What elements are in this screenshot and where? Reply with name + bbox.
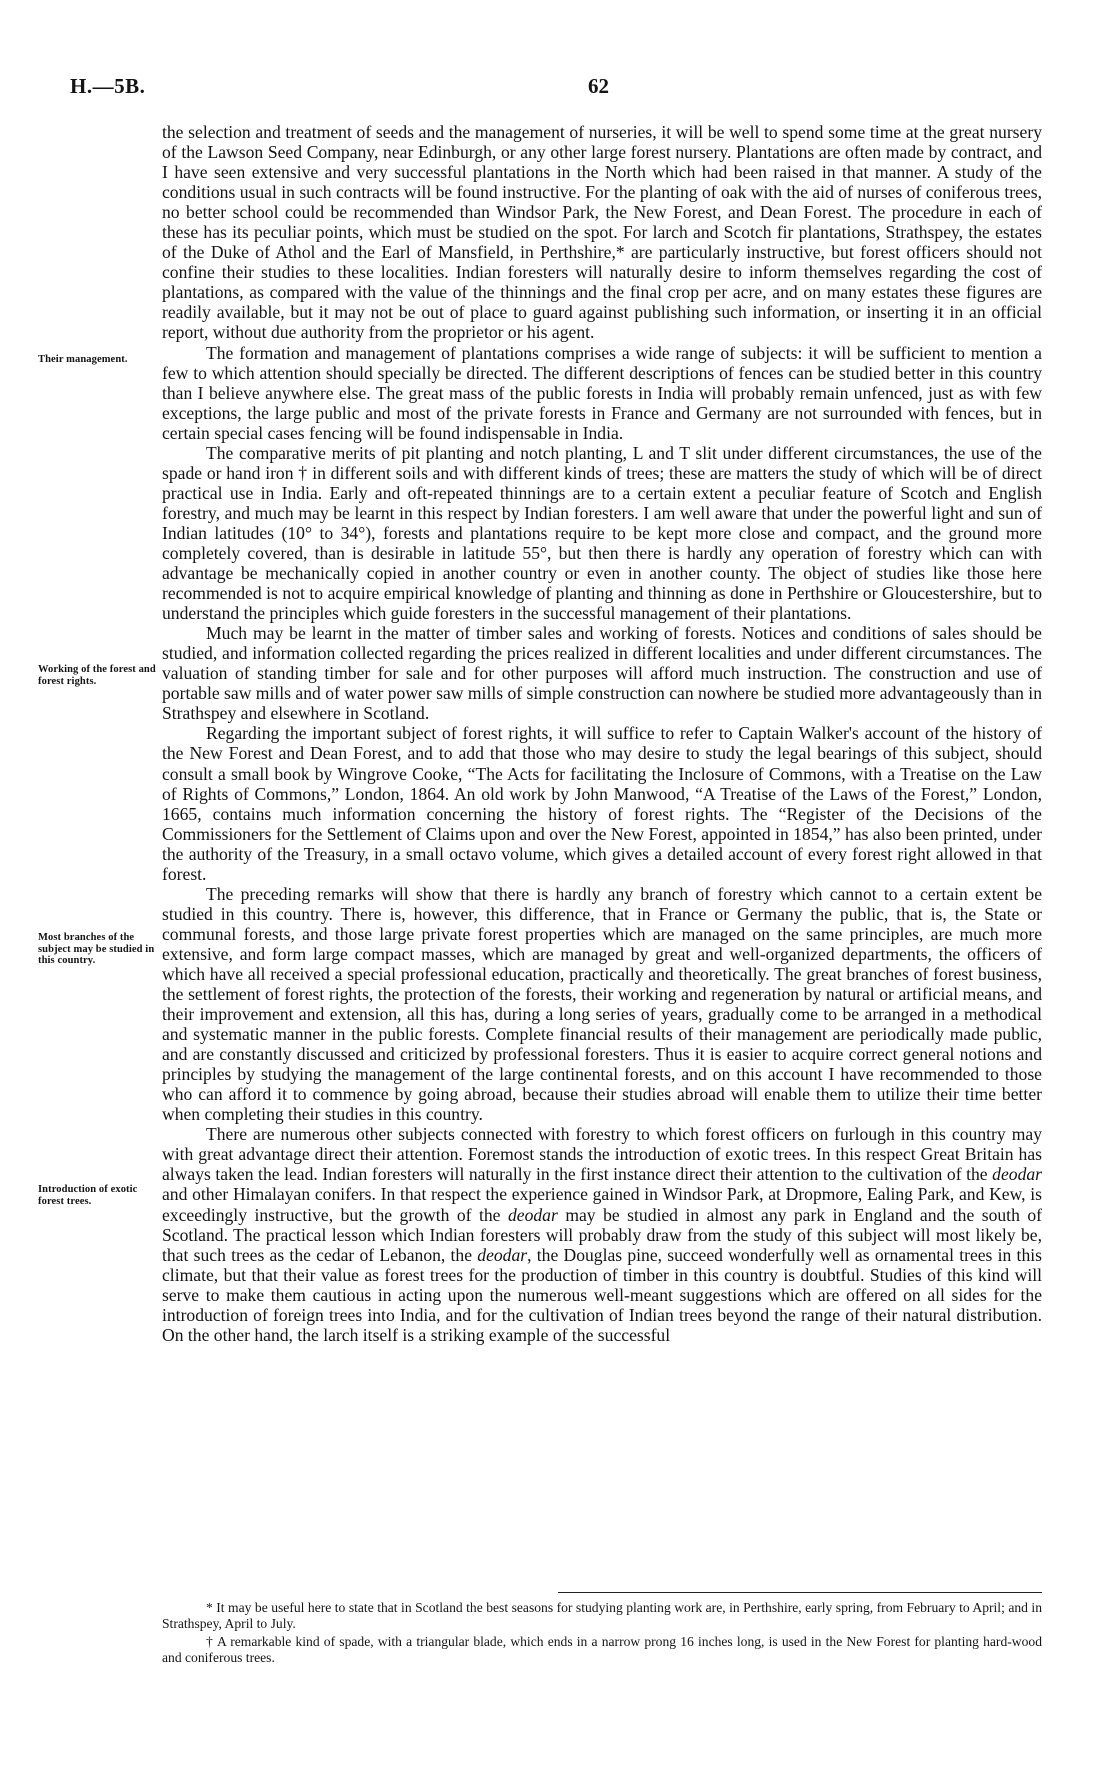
deodar-term: deodar <box>992 1164 1043 1185</box>
exotic-text-3: may be studied in almost any park in England and the south of Scotland. The practical lesson which Indian foresters will probably draw from the study of this subject will most likely be, that such trees as the cedar of Lebanon, the <box>162 1204 1042 1265</box>
footnote-spade: † A remarkable kind of spade, with a triangular blade, which ends in a narrow prong 16 inches long, is used in the New Forest for planting hard-wood and coniferous trees. <box>162 1634 1042 1666</box>
paragraph-seeds-nurseries: the selection and treatment of seeds and the management of nurseries, it will be well to spend some time at the great nursery of the Lawson Seed Company, near Edinburgh, or any other large forest nursery. Plantations are often made by contract, and I have seen extensive and very successful plantations in the North which had been raised in that manner. A study of the conditions usual in such contracts will be found instructive. For the planting of oak with the aid of nurses of coniferous trees, no better school could be recommended than Windsor Park, the New Forest, and Dean Forest. The procedure in each of these has its peculiar points, which must be studied on the spot. For larch and Scotch fir plantations, Strathspey, the estates of the Duke of Athol and the Earl of Mansfield, in Perthshire,* are particularly instructive, but forest officers should not confine their studies to these localities. Indian foresters will naturally desire to inform themselves regarding the cost of plantations, as compared with the value of the thinnings and the final crop per acre, and on many estates these figures are readily available, but it may not be out of place to guard against publishing such information, or inserting it in an official report, without due authority from the proprietor or his agent. <box>162 122 1042 343</box>
body-text <box>162 122 1042 1345</box>
exotic-text-4: , the Douglas pine, succeed wonderfully well as ornamental trees in this climate, but that their value as forest trees for the production of timber in this country is doubtful. Studies of this kind will serve to make them cautious in acting upon the numerous well-meant suggestions which are offered on all sides for the introduction of foreign trees into India, and for the cultivation of Indian trees beyond the range of their natural distribution. On the other hand, the larch itself is a striking example of the successful <box>162 1244 1042 1345</box>
deodar-term: deodar <box>507 1204 558 1225</box>
deodar-term: deodar <box>477 1244 528 1265</box>
paragraph-timber-sales: Much may be learnt in the matter of timber sales and working of forests. Notices and conditions of sales should be studied, and information collected regarding the prices realized in different localities and under different circumstances. The valuation of standing timber for sale and for other purposes will afford much instruction. The construction and use of portable saw mills and of water power saw mills of simple construction can nowhere be studied more advantageously than in Strathspey and elsewhere in Scotland. <box>162 623 1042 724</box>
margin-note-exotic-trees: Introduction of exotic forest trees. <box>38 1184 138 1207</box>
footnote-rule <box>558 1592 1042 1593</box>
paragraph-exotic-trees <box>162 1124 1042 1345</box>
document-reference: H.—5B. <box>70 74 146 98</box>
exotic-text-2: and other Himalayan conifers. In that respect the experience gained in Windsor Park, at Dropmore, Ealing Park, and Kew, is exceedingly instructive, but the growth of the <box>162 1184 1042 1225</box>
paragraph-planting-thinning: The comparative merits of pit planting and notch planting, L and T slit under different circumstances, the use of the spade or hand iron † in different soils and with different kinds of trees; these are matters the study of which will be of direct practical use in India. Early and oft-repeated thinnings are to a certain extent a peculiar feature of Scotch and English forestry, and much may be learnt in this respect by Indian foresters. I am well aware that under the powerful light and sun of Indian latitudes (10° to 34°), forests and plantations require to be kept more close and compact, and the ground more completely covered, than is desirable in latitude 55°, but then there is hardly any operation of forestry which can with advantage be mechanically copied in another country or even in another county. The object of studies like those here recommended is not to acquire empirical knowledge of planting and thinning as done in Perthshire or Gloucestershire, but to understand the principles which guide foresters in the successful management of their plantations. <box>162 442 1042 624</box>
margin-note-most-branches: Most branches of the subject may be studied in this country. <box>38 932 155 966</box>
exotic-text-1: There are numerous other subjects connected with forestry to which forest officers on furlough in this country may with great advantage direct their attention. Foremost stands the introduction of exotic trees. In this respect Great Britain has always taken the lead. Indian foresters will naturally in the first instance direct their attention to the cultivation of the <box>162 1124 1042 1185</box>
margin-note-working-forest-rights: Working of the forest and forest rights. <box>38 664 156 687</box>
footnote-seasons: * It may be useful here to state that in Scotland the best seasons for studying planting work are, in Perthshire, early spring, from February to April; and in Strathspey, April to July. <box>162 1600 1042 1632</box>
page-number: 62 <box>588 74 609 98</box>
paragraph-preceding-remarks: The preceding remarks will show that there is hardly any branch of forestry which cannot to a certain extent be studied in this country. There is, however, this difference, that in France or Germany the public, that is, the State or communal forests, and those large private forest properties which are managed on the same principles, are much more extensive, and form large compact masses, which are managed by great and well-organized departments, the officers of which have all received a special professional education, practically and theoretically. The great branches of forest business, the settlement of forest rights, the protection of the forests, their working and regeneration by natural or artificial means, and their improvement and extension, all this has, during a long series of years, gradually come to be arranged in a methodical and systematic manner in the public forests. Complete financial results of their management are periodically made public, and are constantly discussed and criticized by professional foresters. Thus it is easier to acquire correct general notions and principles by studying the management of the large continental forests, and on this account I have recommended to those who can afford it to commence by going abroad, because their studies abroad will enable them to utilize their time better when completing their studies in this country. <box>162 883 1042 1125</box>
paragraph-plantations: The formation and management of plantations comprises a wide range of subjects: it will be sufficient to mention a few to which attention should specially be directed. The different descriptions of fences can be studied better in this country than I believe anywhere else. The great mass of the public forests in India will probably remain unfenced, just as with few exceptions, the large public and most of the private forests in France and Germany are not surrounded with fences, but in certain special cases fencing will be found indispensable in India. <box>162 342 1042 443</box>
paragraph-forest-rights: Regarding the important subject of forest rights, it will suffice to refer to Captain Walker's account of the history of the New Forest and Dean Forest, and to add that those who may desire to study the legal bearings of this subject, should consult a small book by Wingrove Cooke, “The Acts for facilitating the Inclosure of Commons, with a Treatise on the Law of Rights of Commons,” London, 1864. An old work by John Manwood, “A Treatise of the Laws of the Forest,” London, 1665, contains much information concerning the history of forest rights. The “Register of the Decisions of the Commissioners for the Settlement of Claims upon and over the New Forest, appointed in 1854,” has also been printed, under the authority of the Treasury, in a small octavo volume, which gives a detailed account of every forest right allowed in that forest. <box>162 723 1042 884</box>
page-header <box>0 74 1114 108</box>
margin-note-management: Their management. <box>38 354 128 365</box>
